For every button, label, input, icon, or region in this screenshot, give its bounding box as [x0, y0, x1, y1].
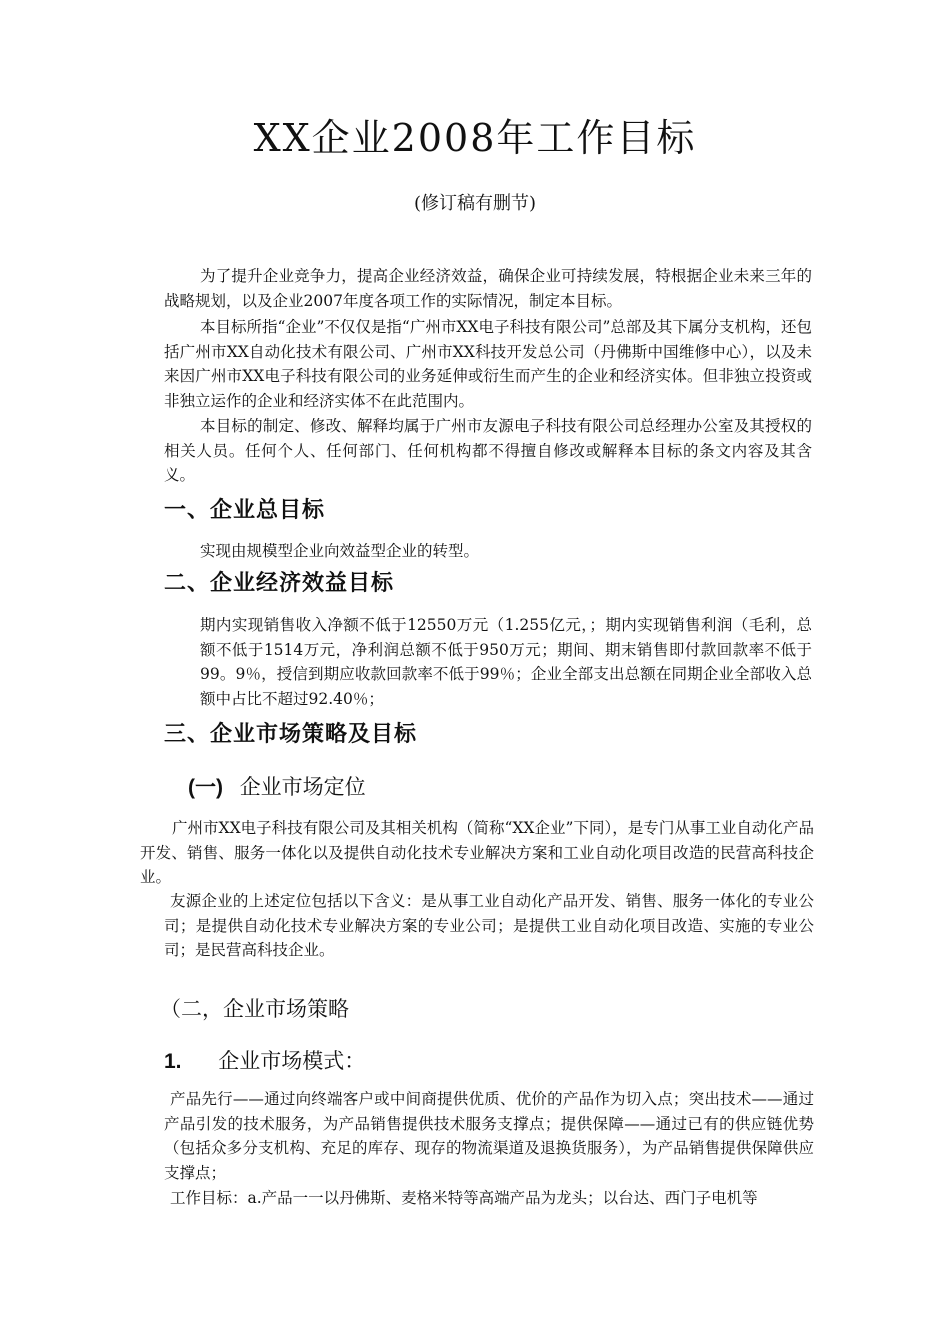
market-mode-number: 1. — [164, 1050, 182, 1073]
market-mode-title: 企业市场模式： — [218, 1049, 366, 1073]
intro-paragraph-1: 为了提升企业竞争力，提高企业经济效益，确保企业可持续发展，特根据企业未来三年的战略规划，以及企业2007年度各项工作的实际情况，制定本目标。 — [164, 267, 812, 310]
section-1-heading: 一、企业总目标 — [164, 497, 326, 523]
market-position-paragraph-1: 广州市XX电子科技有限公司及其相关机构（简称“XX企业”下同），是专门从事工业自动化产品开发、销售、服务一体化以及提供自动化技术专业解决方案和工业自动化项目改造的民营高科技企业。 — [140, 819, 814, 886]
intro-paragraph-3: 本目标的制定、修改、解释均属于广州市友源电子科技有限公司总经理办公室及其授权的相关人员。任何个人、任何部门、任何机构都不得擅自修改或解释本目标的条文内容及其含义。 — [164, 417, 812, 484]
subsection-1-title: 企业市场定位 — [239, 775, 366, 799]
section-2-heading: 二、企业经济效益目标 — [164, 570, 395, 596]
market-mode-heading — [164, 1045, 365, 1078]
section-2-text: 期内实现销售收入净额不低于12550万元（1.255亿元，；期内实现销售利润（毛利，总额不低于1514万元，净利润总额不低于950万元；期间、期末销售即付款回款率不低于99。9％，授信到期应收款回款率不低于99％；企业全部支出总额在同期企业全部收入总额中占比不超过92.40％； — [200, 616, 812, 708]
subsection-1-label: (一) — [188, 776, 223, 799]
intro-paragraph-2: 本目标所指“企业”不仅仅是指“广州市XX电子科技有限公司”总部及其下属分支机构，还包括广州市XX自动化技术有限公司、广州市XX科技开发总公司（丹佛斯中国维修中心），以及未来因广州市XX电子科技有限公司的业务延伸或衍生而产生的企业和经济实体。但非独立投资或非独立运作的企业和经济实体不在此范围内。 — [164, 318, 812, 410]
subsection-2-heading: （二，企业市场策略 — [160, 997, 349, 1021]
section-1-text: 实现由规模型企业向效益型企业的转型。 — [200, 542, 480, 560]
section-3-heading: 三、企业市场策略及目标 — [164, 721, 418, 747]
work-goal-paragraph: 工作目标：a.产品一一以丹佛斯、麦格米特等高端产品为龙头；以台达、西门子电机等 — [170, 1189, 758, 1207]
market-mode-paragraph: 产品先行——通过向终端客户或中间商提供优质、优价的产品作为切入点；突出技术——通过产品引发的技术服务，为产品销售提供技术服务支撑点；提供保障——通过已有的供应链优势（包括众多分支机构、充足的库存、现存的物流渠道及退换货服务），为产品销售提供保障供应支撑点； — [164, 1090, 814, 1182]
subsection-1-heading — [188, 771, 366, 804]
market-position-paragraph-2: 友源企业的上述定位包括以下含义：是从事工业自动化产品开发、销售、服务一体化的专业公司；是提供自动化技术专业解决方案的专业公司；是提供工业自动化项目改造、实施的专业公司；是民营高科技企业。 — [164, 892, 814, 959]
document-title: XX企业2008年工作目标 — [253, 116, 697, 160]
document-subtitle: (修订稿有删节) — [413, 193, 537, 214]
